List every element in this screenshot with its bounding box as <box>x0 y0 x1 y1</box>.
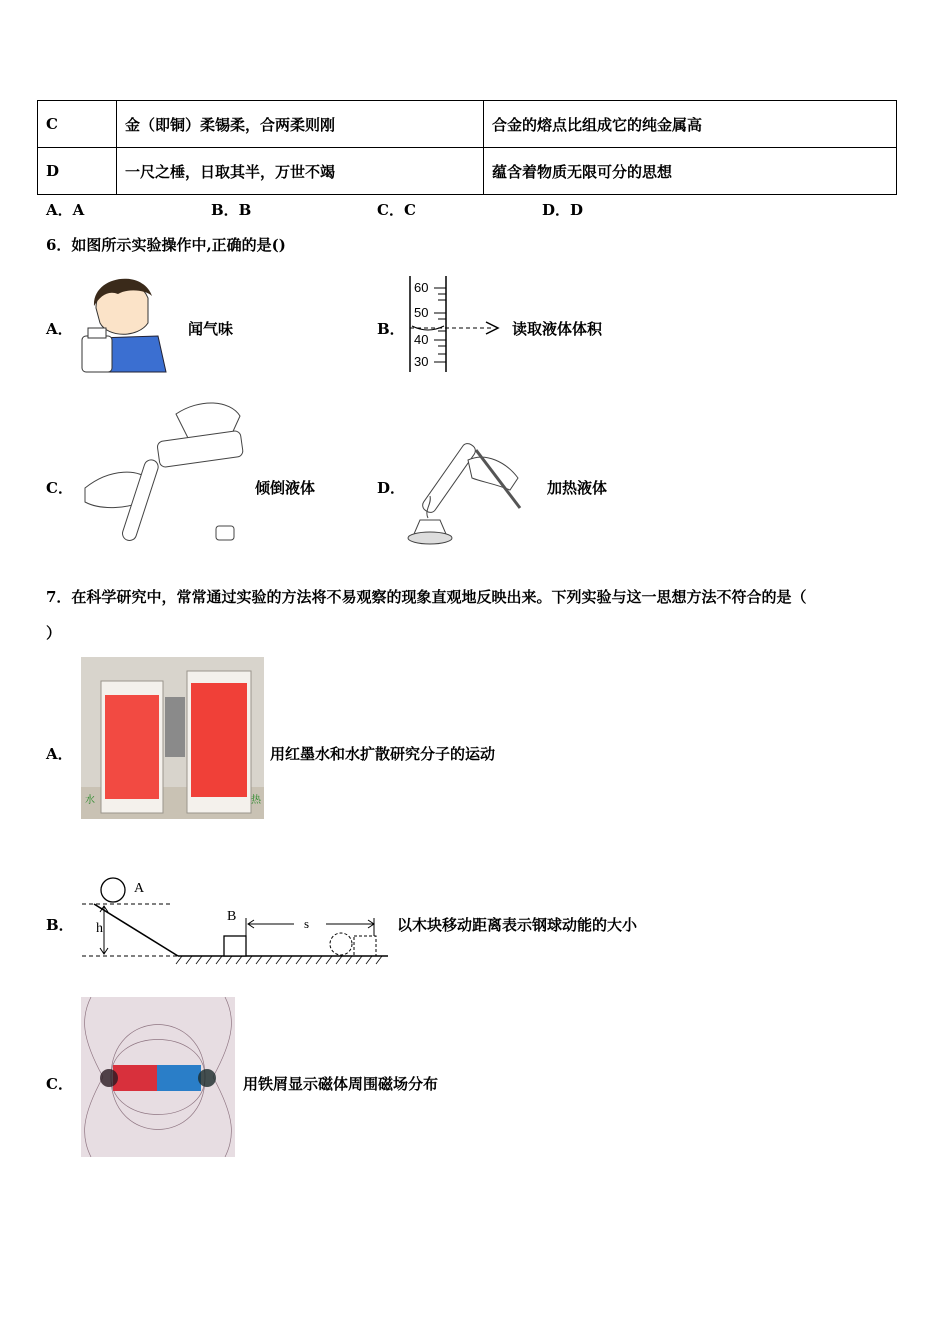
q5-option-b: B．B <box>211 201 252 219</box>
tick-label: 60 <box>414 280 429 295</box>
q5-option-d: D．D <box>542 201 584 219</box>
row-left-text: 金（即铜）柔锡柔，合两柔则刚 <box>117 101 484 148</box>
row-letter: C <box>38 101 117 148</box>
row-letter: D <box>38 148 117 195</box>
tick-label: 30 <box>414 354 429 369</box>
q7-option-c-caption: 用铁屑显示磁体周围磁场分布 <box>243 1075 439 1093</box>
beaker-label-right: 热 <box>251 795 261 806</box>
q5-option-a: A．A <box>46 201 85 219</box>
smelling-illustration <box>78 268 170 374</box>
row-right-text: 蕴含着物质无限可分的思想 <box>484 148 897 195</box>
q6-option-c-caption: 倾倒液体 <box>255 479 316 497</box>
options-table <box>37 100 897 195</box>
ball-label: A <box>134 881 145 896</box>
heating-illustration <box>406 430 526 548</box>
q7-option-a-caption: 用红墨水和水扩散研究分子的运动 <box>270 745 496 763</box>
row-left-text: 一尺之棰，日取其半，万世不竭 <box>117 148 484 195</box>
q6-option-d-letter: D． <box>377 479 406 497</box>
q7-option-b-caption: 以木块移动距离表示钢球动能的大小 <box>397 916 638 934</box>
q7-option-c-letter: C． <box>46 1075 73 1093</box>
q7-option-a-letter: A． <box>46 745 73 763</box>
ink-diffusion-photo <box>81 657 264 819</box>
q7-stem-line1: 7．在科学研究中，常常通过实验的方法将不易观察的现象直观地反映出来。下列实验与这一思想方法不符合的是（ <box>46 588 807 606</box>
height-label: h <box>96 921 103 936</box>
tick-label: 50 <box>414 305 429 320</box>
q6-option-a-caption: 闻气味 <box>188 320 234 338</box>
q6-stem: 6．如图所示实验操作中,正确的是() <box>46 236 286 254</box>
q6-option-a-letter: A． <box>46 320 73 338</box>
ramp-block-diagram <box>82 874 392 970</box>
q6-option-d-caption: 加热液体 <box>547 479 608 497</box>
q7-option-b-letter: B． <box>46 916 74 934</box>
q5-option-c: C．C <box>377 201 416 219</box>
table-row <box>38 101 897 148</box>
magnetic-field-photo <box>81 997 235 1157</box>
row-right-text: 合金的熔点比组成它的纯金属高 <box>484 101 897 148</box>
table-row <box>38 148 897 195</box>
block-label: B <box>227 909 237 924</box>
q6-option-c-letter: C． <box>46 479 73 497</box>
pouring-illustration <box>80 398 245 546</box>
distance-label: s <box>304 916 310 931</box>
graduated-cylinder-illustration <box>404 274 514 374</box>
q6-option-b-caption: 读取液体体积 <box>512 320 603 338</box>
beaker-label-left: 水 <box>85 795 95 806</box>
q7-stem-line2: ） <box>46 624 62 642</box>
tick-label: 40 <box>414 332 429 347</box>
q6-option-b-letter: B． <box>377 320 405 338</box>
